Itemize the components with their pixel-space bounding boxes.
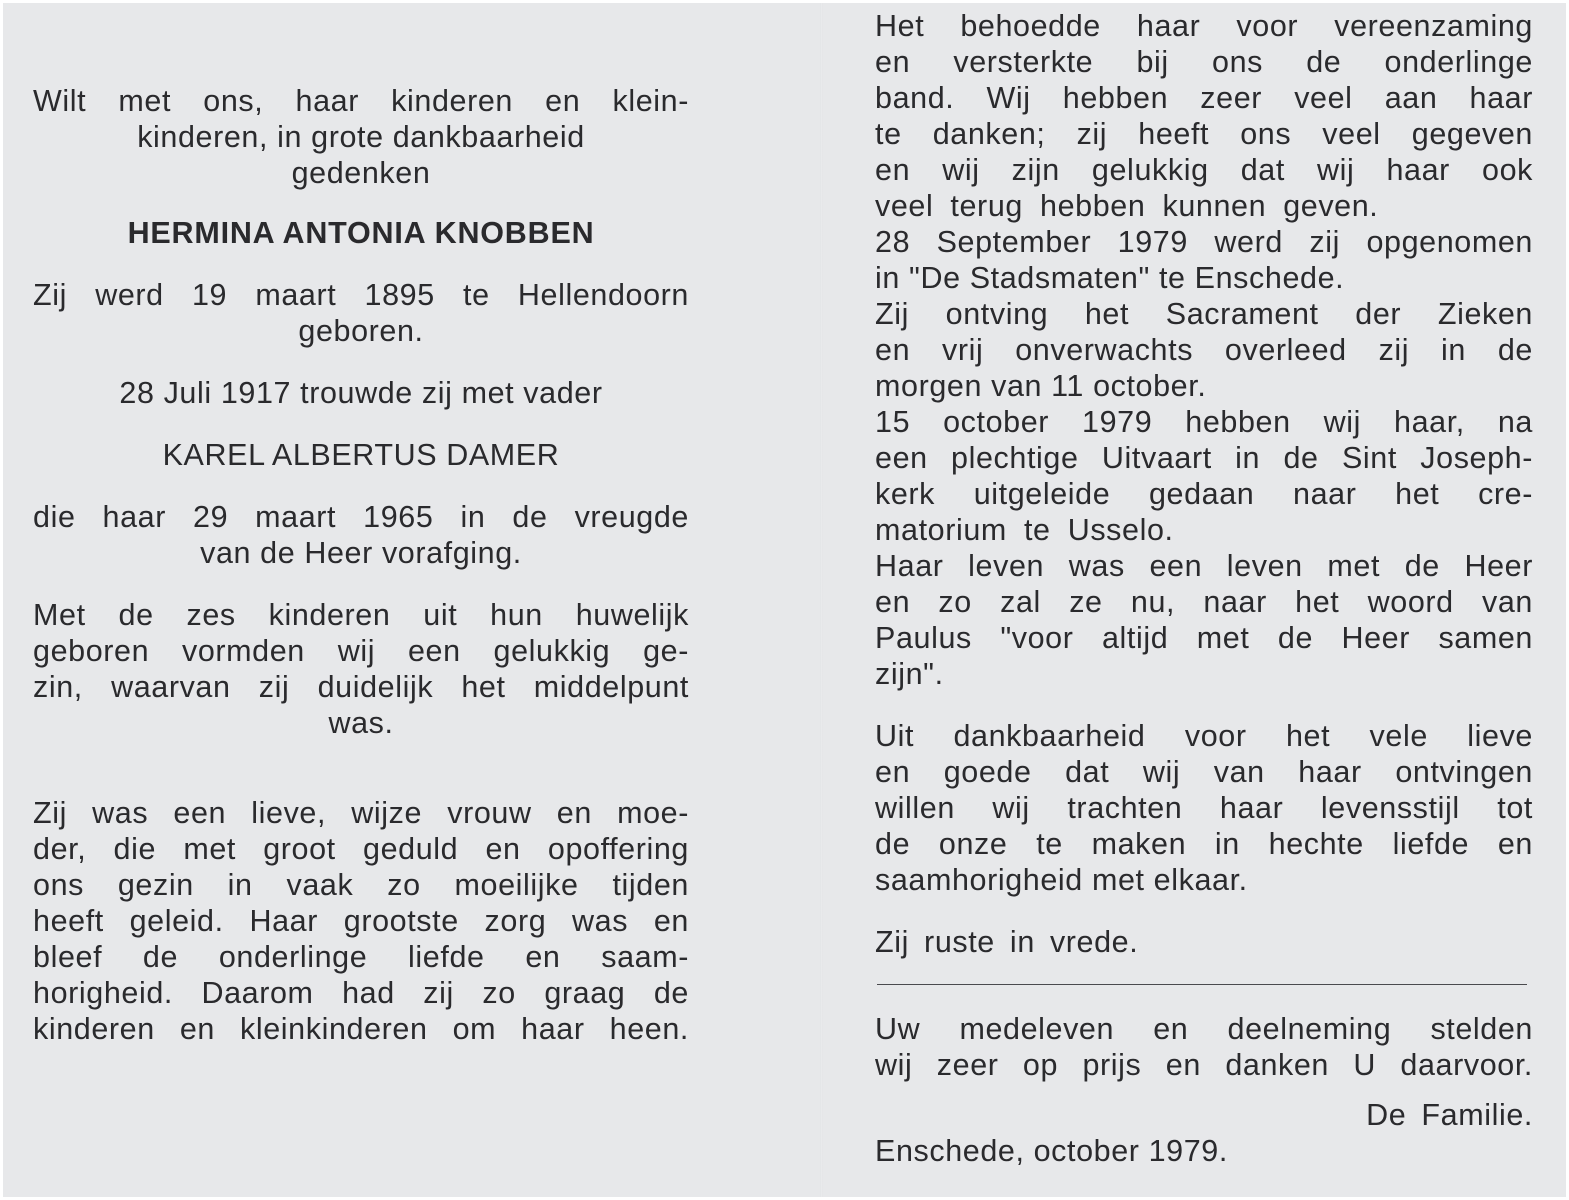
- text-line: 15 october 1979 hebben wij haar, na: [875, 405, 1533, 439]
- husband-death-line: die haar 29 maart 1965 in de vreugde: [33, 500, 689, 534]
- character-paragraph: [33, 795, 689, 1047]
- text-line: morgen van 11 october.: [875, 369, 1207, 403]
- character-line: ons gezin in vaak zo moeilijke tijden: [33, 868, 689, 902]
- birth-line: Zij werd 19 maart 1895 te Hellendoorn: [33, 278, 689, 312]
- paragraph-funeral: [875, 404, 1533, 548]
- birth-line: geboren.: [298, 314, 424, 348]
- text-line: 28 September 1979 werd zij opgenomen: [875, 225, 1533, 259]
- paragraph-life: [875, 548, 1533, 692]
- text-line: te danken; zij heeft ons veel gegeven: [875, 117, 1533, 151]
- center-fold: [820, 3, 823, 1197]
- text-line: band. Wij hebben zeer veel aan haar: [875, 81, 1533, 115]
- text-line: Haar leven was een leven met de Heer: [875, 549, 1533, 583]
- text-line: saamhorigheid met elkaar.: [875, 863, 1248, 897]
- text-line: en goede dat wij van haar ontvingen: [875, 755, 1533, 789]
- character-line: Zij was een lieve, wijze vrouw en moe-: [33, 796, 689, 830]
- text-line: willen wij trachten haar levensstijl tot: [875, 791, 1533, 825]
- children-line: Met de zes kinderen uit hun huwelijk: [33, 598, 689, 632]
- paragraph-gratitude: [875, 718, 1533, 898]
- text-line: en vrij onverwachts overleed zij in de: [875, 333, 1533, 367]
- text-line: Uit dankbaarheid voor het vele lieve: [875, 719, 1533, 753]
- text-line: Zij ontving het Sacrament der Zieken: [875, 297, 1533, 331]
- text-line: zijn".: [875, 657, 944, 691]
- text-line: de onze te maken in hechte liefde en: [875, 827, 1533, 861]
- place-date: Enschede, october 1979.: [875, 1134, 1228, 1168]
- character-line: bleef de onderlinge liefde en saam-: [33, 940, 689, 974]
- signature: De Familie.: [1366, 1098, 1533, 1132]
- character-line: kinderen en kleinkinderen om haar heen.: [33, 1012, 689, 1046]
- husband-name: KAREL ALBERTUS DAMER: [162, 438, 560, 472]
- text-line: Het behoedde haar voor vereenzaming: [875, 9, 1533, 43]
- rest-in-peace: Zij ruste in vrede.: [875, 925, 1139, 959]
- children-line: zin, waarvan zij duidelijk het middelpunt: [33, 670, 689, 704]
- children-line: geboren vormden wij een gelukkig ge-: [33, 634, 689, 668]
- husband-death-line: van de Heer vorafging.: [200, 536, 522, 570]
- text-line: en zo zal ze nu, naar het woord van: [875, 585, 1533, 619]
- intro-line: kinderen, in grote dankbaarheid: [137, 120, 585, 154]
- children-line: was.: [328, 706, 394, 740]
- marriage-line: 28 Juli 1917 trouwde zij met vader: [119, 376, 603, 410]
- text-line: wij zeer op prijs en danken U daarvoor.: [875, 1048, 1533, 1082]
- character-line: horigheid. Daarom had zij zo graag de: [33, 976, 689, 1010]
- intro-line: gedenken: [291, 156, 431, 190]
- intro-paragraph: [33, 83, 689, 191]
- right-page: [875, 8, 1533, 1169]
- left-page: [33, 83, 689, 1047]
- children-paragraph: [33, 597, 689, 741]
- deceased-name: HERMINA ANTONIA KNOBBEN: [127, 216, 595, 250]
- text-line: en wij zijn gelukkig dat wij haar ook: [875, 153, 1533, 187]
- paragraph-passing: [875, 296, 1533, 404]
- paragraph-admission: [875, 224, 1533, 296]
- birth-paragraph: [33, 277, 689, 349]
- divider-line: [877, 984, 1527, 985]
- text-line: Paulus "voor altijd met de Heer samen: [875, 621, 1533, 655]
- text-line: matorium te Usselo.: [875, 513, 1174, 547]
- text-line: kerk uitgeleide gedaan naar het cre-: [875, 477, 1533, 511]
- character-line: der, die met groot geduld en opoffering: [33, 832, 689, 866]
- memorial-card: [3, 3, 1566, 1197]
- text-line: in "De Stadsmaten" te Enschede.: [875, 261, 1345, 295]
- intro-line: Wilt met ons, haar kinderen en klein-: [33, 84, 689, 118]
- text-line: een plechtige Uitvaart in de Sint Joseph-: [875, 441, 1533, 475]
- husband-death-paragraph: [33, 499, 689, 571]
- character-line: heeft geleid. Haar grootste zorg was en: [33, 904, 689, 938]
- paragraph-loneliness: [875, 8, 1533, 224]
- text-line: Uw medeleven en deelneming stelden: [875, 1012, 1533, 1046]
- text-line: veel terug hebben kunnen geven.: [875, 189, 1379, 223]
- thanks-paragraph: [875, 1011, 1533, 1083]
- text-line: en versterkte bij ons de onderlinge: [875, 45, 1533, 79]
